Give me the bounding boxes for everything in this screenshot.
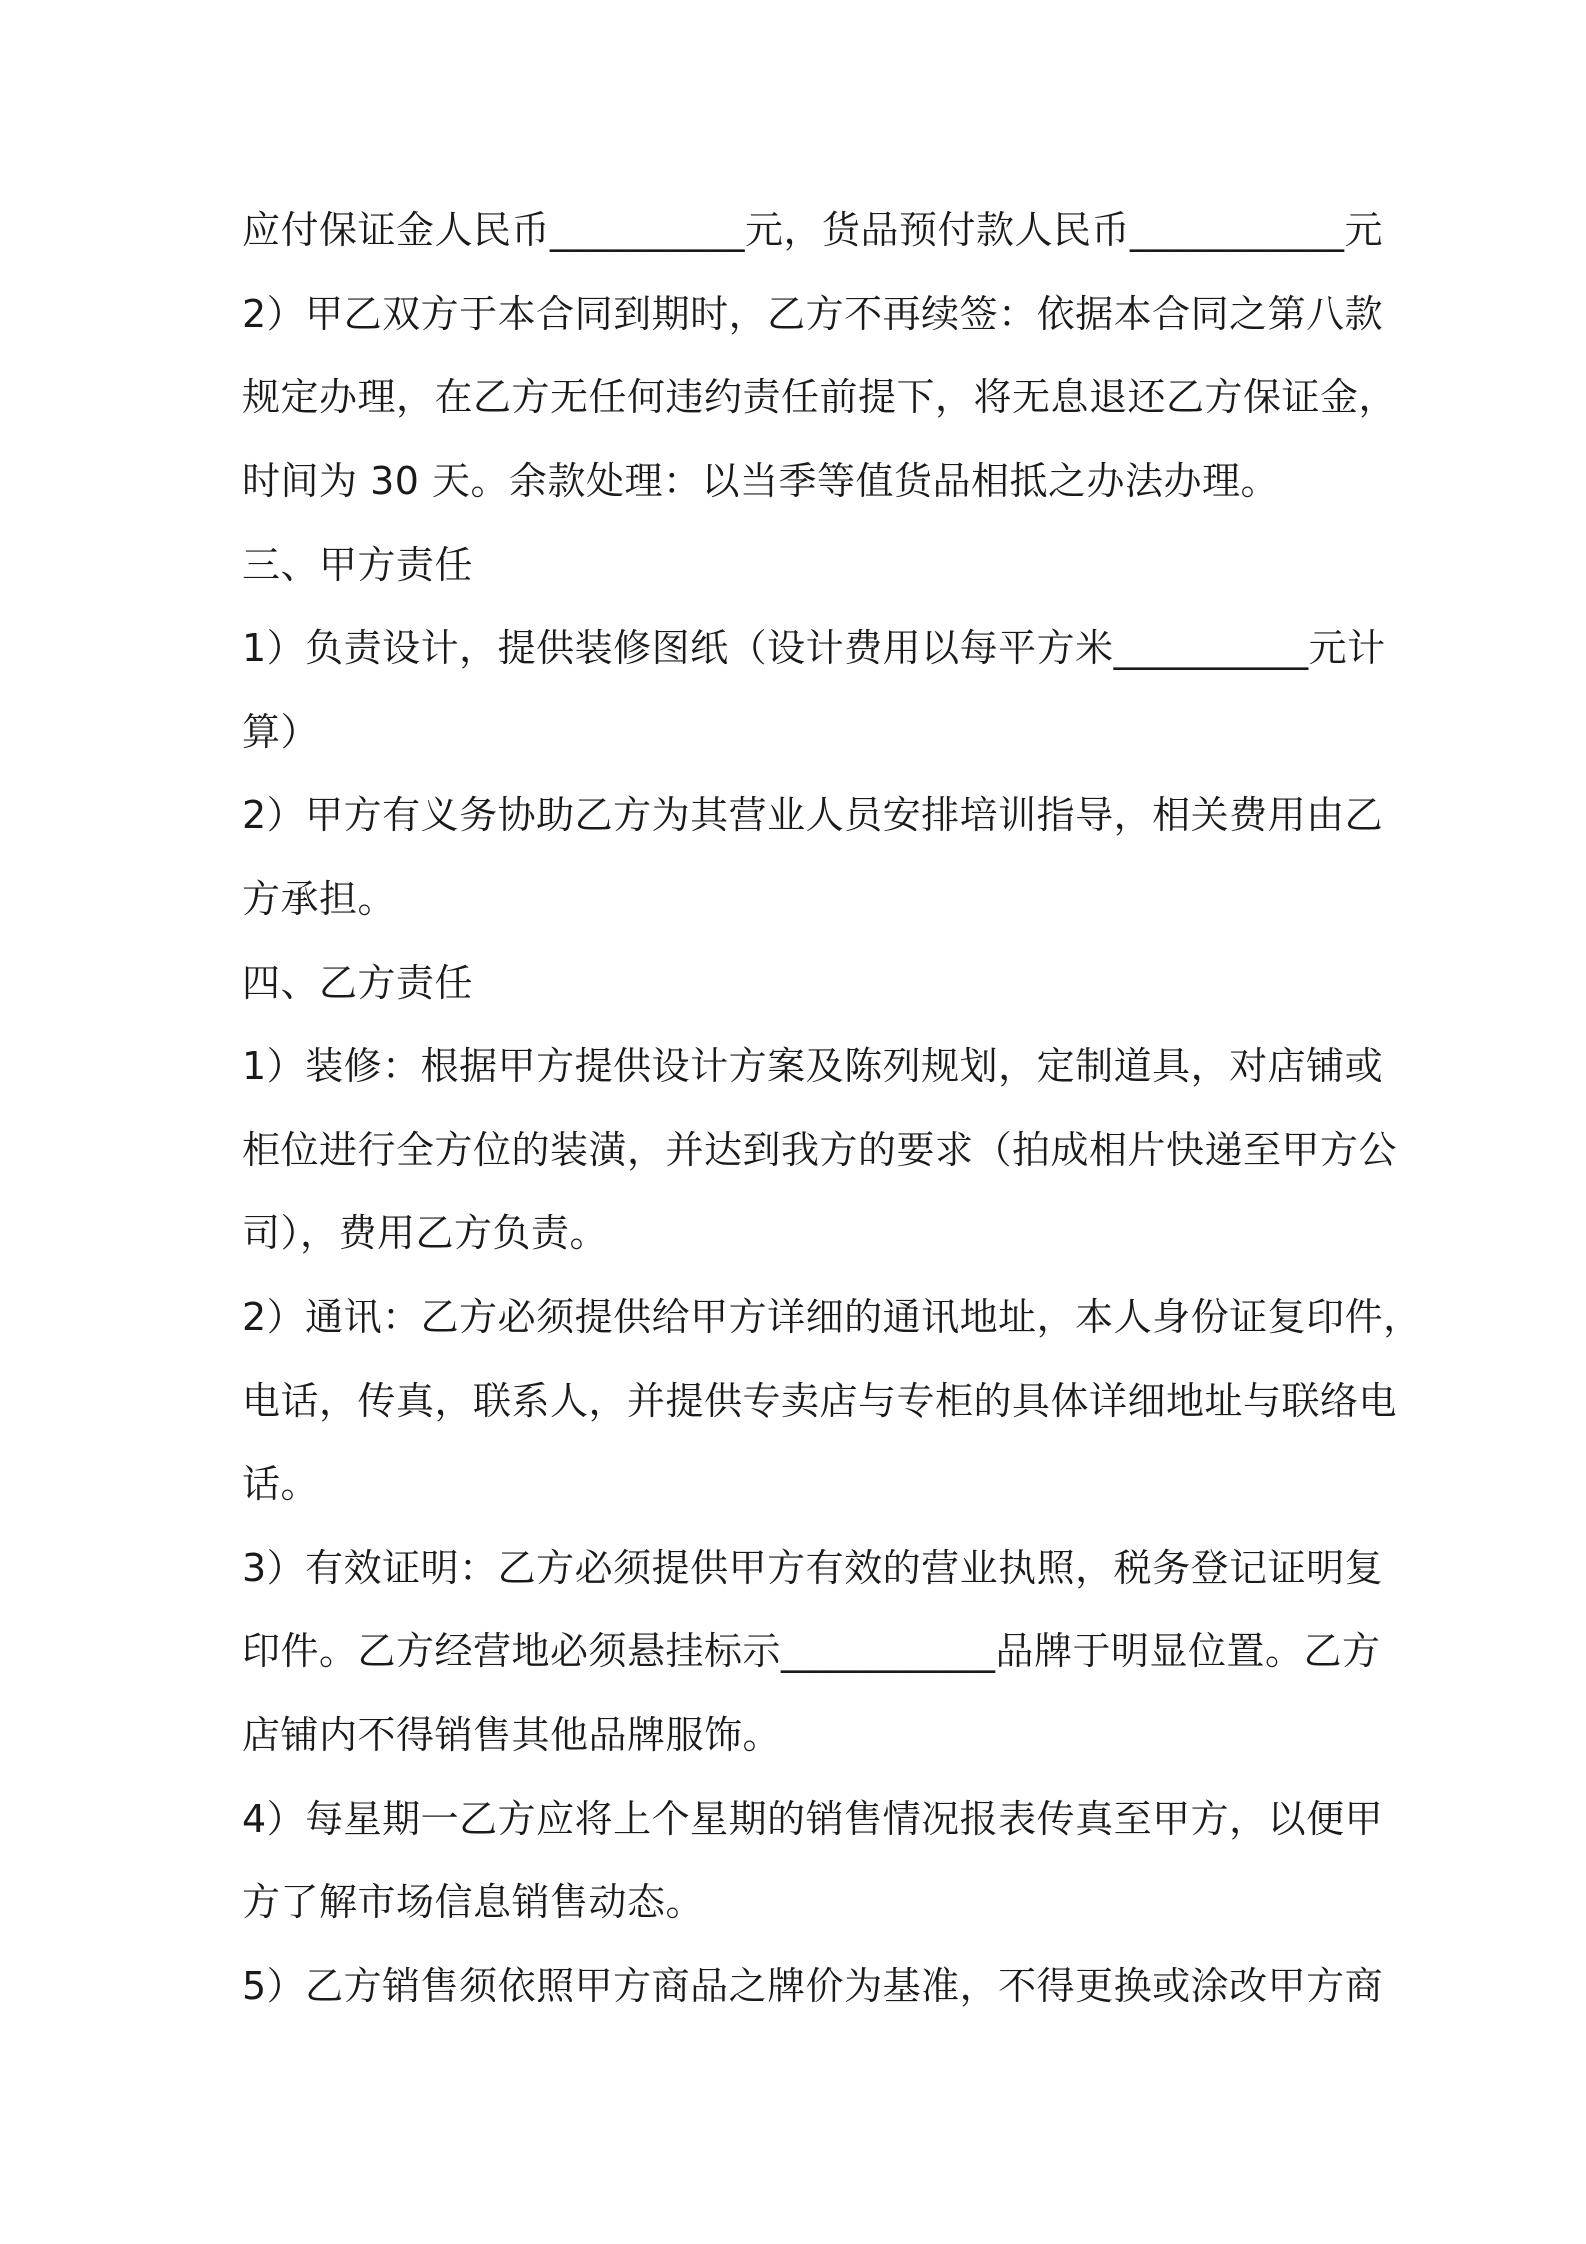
text-line: 3）有效证明：乙方必须提供甲方有效的营业执照，税务登记证明复 bbox=[242, 1546, 1384, 1590]
text-line: 2）通讯：乙方必须提供给甲方详细的通讯地址，本人身份证复印件， bbox=[242, 1295, 1422, 1339]
text-line: 1）装修：根据甲方提供设计方案及陈列规划，定制道具，对店铺或 bbox=[242, 1044, 1384, 1088]
text-line: 2）甲乙双方于本合同到期时，乙方不再续签：依据本合同之第八款 bbox=[242, 292, 1384, 336]
text-line: 算） bbox=[242, 710, 320, 754]
text-line: 话。 bbox=[242, 1462, 320, 1506]
text-line: 方承担。 bbox=[242, 877, 397, 921]
text-line: 方了解市场信息销售动态。 bbox=[242, 1880, 705, 1924]
text-line: 2）甲方有义务协助乙方为其营业人员安排培训指导，相关费用由乙 bbox=[242, 793, 1384, 837]
section-heading: 三、甲方责任 bbox=[242, 543, 474, 587]
text-line: 4）每星期一乙方应将上个星期的销售情况报表传真至甲方，以便甲 bbox=[242, 1797, 1384, 1841]
text-line: 规定办理，在乙方无任何违约责任前提下，将无息退还乙方保证金， bbox=[242, 375, 1398, 419]
text-line: 应付保证金人民币__________元，货品预付款人民币___________元 bbox=[242, 208, 1384, 252]
section-heading: 四、乙方责任 bbox=[242, 961, 474, 1005]
text-line: 1）负责设计，提供装修图纸（设计费用以每平方米__________元计 bbox=[242, 626, 1386, 670]
text-line: 5）乙方销售须依照甲方商品之牌价为基准，不得更换或涂改甲方商 bbox=[242, 1964, 1384, 2008]
text-line: 电话，传真，联系人，并提供专卖店与专柜的具体详细地址与联络电 bbox=[242, 1379, 1398, 1423]
text-line: 印件。乙方经营地必须悬挂标示___________品牌于明显位置。乙方 bbox=[242, 1629, 1381, 1673]
text-line: 店铺内不得销售其他品牌服饰。 bbox=[242, 1713, 782, 1757]
text-line: 柜位进行全方位的装潢，并达到我方的要求（拍成相片快递至甲方公 bbox=[242, 1128, 1398, 1172]
text-line: 司），费用乙方负责。 bbox=[242, 1211, 609, 1255]
text-line: 时间为 30 天。余款处理：以当季等值货品相抵之办法办理。 bbox=[242, 459, 1280, 503]
